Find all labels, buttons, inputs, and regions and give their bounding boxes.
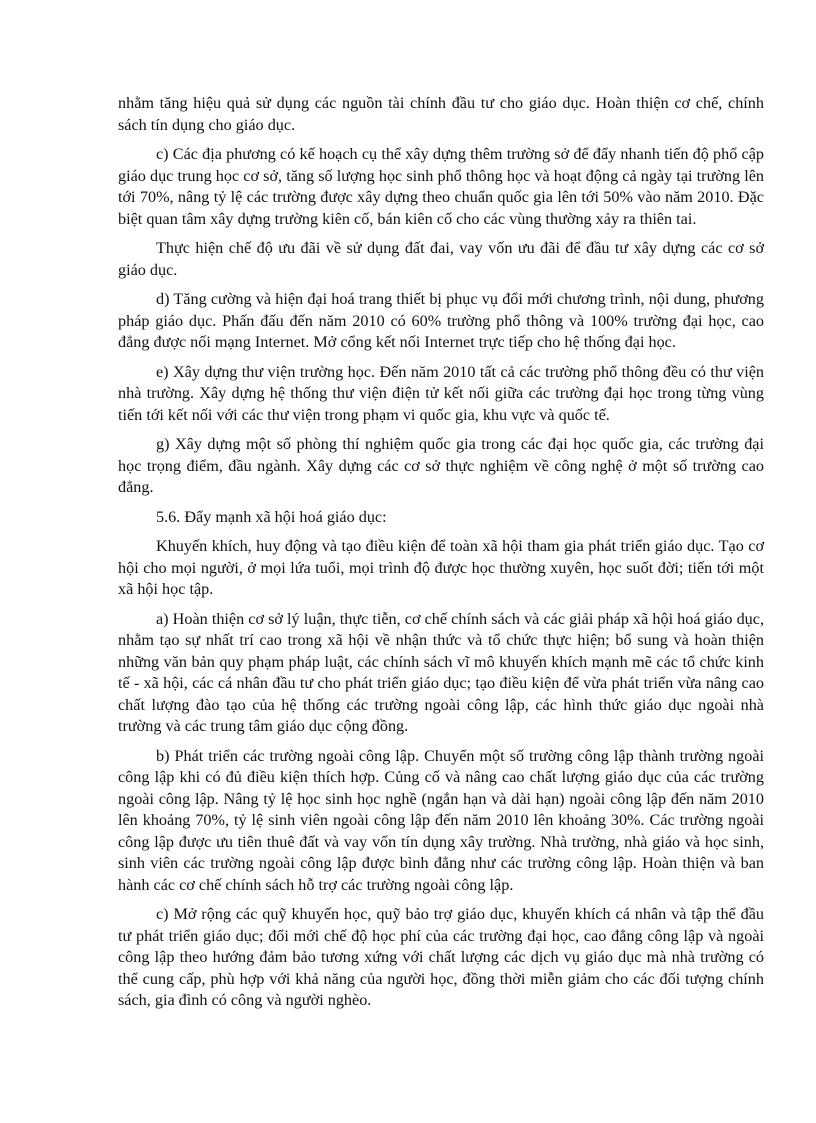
section-heading-5-6: 5.6. Đẩy mạnh xã hội hoá giáo dục: xyxy=(156,507,387,526)
paragraph-socialization-intro: Khuyến khích, huy động và tạo điều kiện để toàn xã hội tham gia phát triển giáo dục. Tạo cơ hội cho mọi người, ở mọi lứa tuổi, mọi trình độ được học thường xuyên, học suốt đời; tiến tới một xã hội học tập. xyxy=(118,537,764,598)
paragraph-item-c-local-schools: c) Các địa phương có kế hoạch cụ thể xây dựng thêm trường sở để đẩy nhanh tiến độ phổ cập giáo dục trung học cơ sở, tăng số lượng học sinh phổ thông học và hoạt động cả ngày tại trường lên tới 70%, nâng tỷ lệ các trường được xây dựng theo chuẩn quốc gia lên tới 50% vào năm 2010. Đặc biệt quan tâm xây dựng trường kiên cố, bán kiên cố cho các vùng thường xảy ra thiên tai. xyxy=(118,145,764,228)
paragraph-item-a-policy: a) Hoàn thiện cơ sở lý luận, thực tiễn, cơ chế chính sách và các giải pháp xã hội hoá giáo dục, nhằm tạo sự nhất trí cao trong xã hội về nhận thức và tổ chức thực hiện; bổ sung và hoàn thiện những văn bản quy phạm pháp luật, các chính sách vĩ mô khuyến khích mạnh mẽ các tổ chức kinh tế - xã hội, các cá nhân đầu tư cho phát triển giáo dục; tạo điều kiện để vừa phát triển vừa nâng cao chất lượng đào tạo của hệ thống các trường ngoài công lập, các hình thức giáo dục ngoài nhà trường và các trung tâm giáo dục cộng đồng. xyxy=(118,609,764,735)
paragraph-item-g-laboratories: g) Xây dựng một số phòng thí nghiệm quốc gia trong các đại học quốc gia, các trường đại học trọng điểm, đầu ngành. Xây dựng các cơ sở thực nghiệm về công nghệ ở một số trường cao đẳng. xyxy=(118,435,764,496)
paragraph-continuation: nhằm tăng hiệu quả sử dụng các nguồn tài chính đầu tư cho giáo dục. Hoàn thiện cơ chế, chính sách tín dụng cho giáo dục. xyxy=(118,94,764,134)
paragraph-item-c-funds: c) Mở rộng các quỹ khuyến học, quỹ bảo trợ giáo dục, khuyến khích cá nhân và tập thể đầu tư phát triển giáo dục; đổi mới chế độ học phí của các trường đại học, cao đẳng công lập và ngoài công lập theo hướng đảm bảo tương xứng với chất lượng các dịch vụ giáo dục mà nhà trường có thể cung cấp, phù hợp với khả năng của người học, đồng thời miễn giảm cho các đối tượng chính sách, gia đình có công và người nghèo. xyxy=(118,905,764,1009)
paragraph-item-d-equipment: d) Tăng cường và hiện đại hoá trang thiết bị phục vụ đổi mới chương trình, nội dung, phương pháp giáo dục. Phấn đấu đến năm 2010 có 60% trường phổ thông và 100% trường đại học, cao đẳng được nối mạng Internet. Mở cổng kết nối Internet trực tiếp cho hệ thống đại học. xyxy=(118,290,764,351)
paragraph-item-b-non-public: b) Phát triển các trường ngoài công lập. Chuyển một số trường công lập thành trường ngoài công lập khi có đủ điều kiện thích hợp. Củng cố và nâng cao chất lượng giáo dục của các trường ngoài công lập. Nâng tỷ lệ học sinh học nghề (ngắn hạn và dài hạn) ngoài công lập đến năm 2010 lên khoảng 70%, tỷ lệ sinh viên ngoài công lập đến năm 2010 lên khoảng 30%. Các trường ngoài công lập được ưu tiên thuê đất và vay vốn tín dụng xây trường. Nhà trường, nhà giáo và học sinh, sinh viên các trường ngoài công lập được bình đẳng như các trường công lập. Hoàn thiện và ban hành các cơ chế chính sách hỗ trợ các trường ngoài công lập. xyxy=(118,746,764,894)
document-body xyxy=(118,93,764,1020)
paragraph-land-incentives: Thực hiện chế độ ưu đãi về sử dụng đất đai, vay vốn ưu đãi để đầu tư xây dựng các cơ sở giáo dục. xyxy=(118,239,764,279)
paragraph-item-e-libraries: e) Xây dựng thư viện trường học. Đến năm 2010 tất cả các trường phổ thông đều có thư viện nhà trường. Xây dựng hệ thống thư viện điện tử kết nối giữa các trường đại học trong từng vùng tiến tới kết nối với các thư viện trong phạm vi quốc gia, khu vực và quốc tế. xyxy=(118,362,764,424)
